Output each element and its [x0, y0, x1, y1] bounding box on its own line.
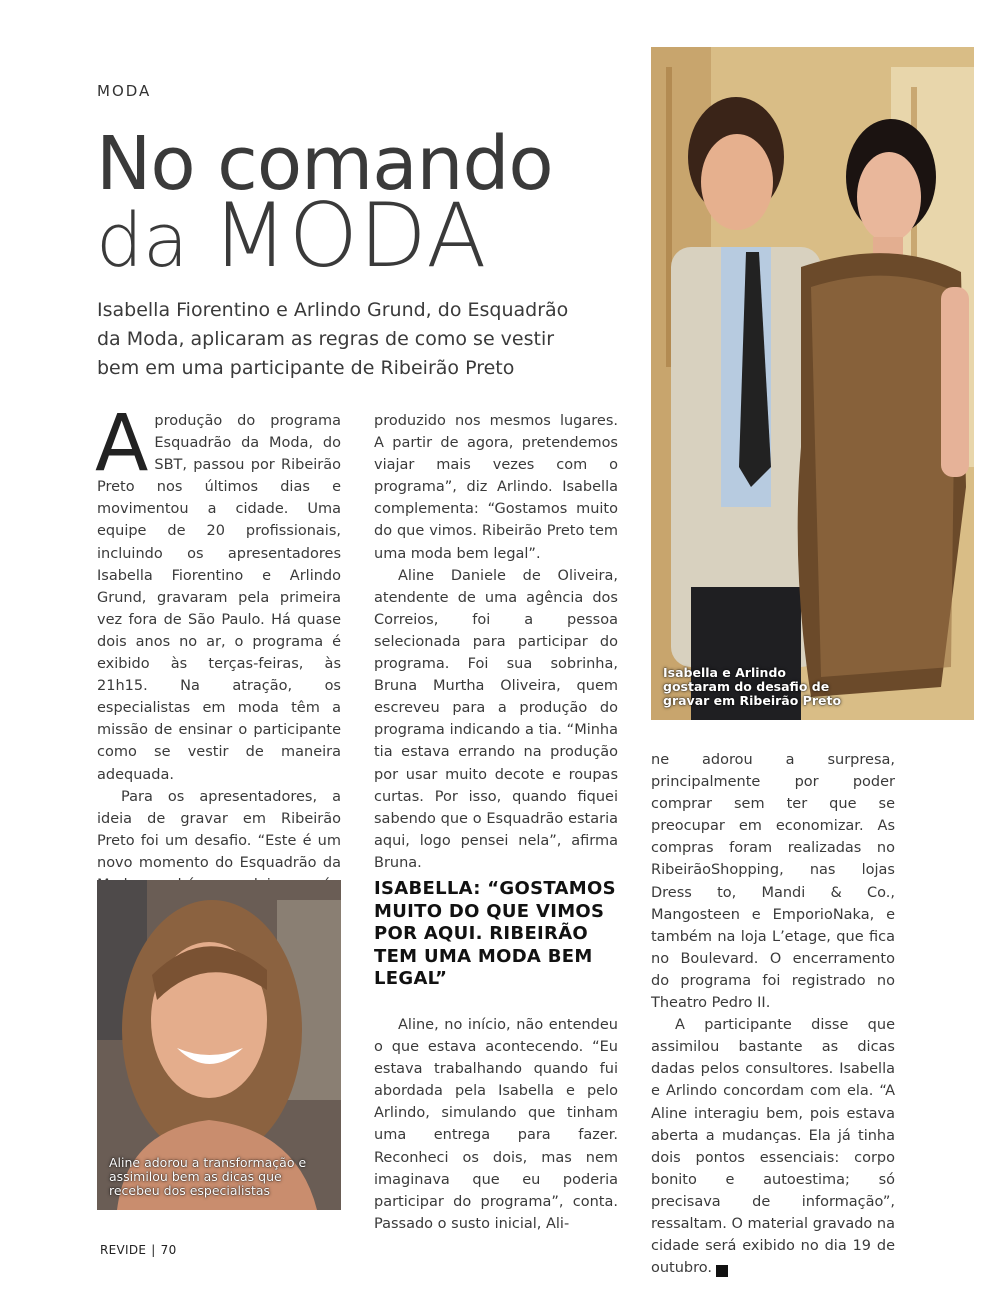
- magazine-name: REVIDE: [100, 1243, 147, 1257]
- article-column-3: [651, 749, 895, 1279]
- page-number: 70: [160, 1243, 177, 1257]
- paragraph: Aline Daniele de Oliveira, atendente de uma agência dos Correios, foi a pessoa selecionada para participar do programa. Foi sua sobrinha, Bruna Murtha Oliveira, quem escreveu para a produção do programa indicando a tia. “Minha tia estava errando na produção por usar muito decote e roupas curtas. Por isso, quando fiquei sabendo que o Esquadrão estaria aqui, logo pensei nela”, afirma Bruna.: [374, 567, 618, 871]
- headline-line-1: No comando: [96, 121, 553, 207]
- photo-caption: Aline adorou a transformação e assimilou bem as dicas que recebeu dos especialistas: [109, 1155, 307, 1198]
- paragraph: Para os apresentadores, a ideia de gravar em Ribeirão Preto foi um desafio. “Este é um novo momento do Esquadrão da: [97, 788, 341, 871]
- paragraph: [651, 1014, 895, 1279]
- paragraph: produzido nos mesmos lugares. A partir de agora, pretendemos viajar mais vezes com o programa”, diz Arlindo. Isabella complementa: “Gostamos muito do que vimos. Ribeirão Preto tem uma moda bem legal”.: [374, 413, 618, 562]
- headline-line-2: [96, 184, 636, 287]
- photo-aline: [97, 880, 341, 1210]
- headline-prefix: da: [96, 198, 189, 284]
- headline: [96, 121, 636, 287]
- paragraph-text: produção do programa Esquadrão da Moda, do SBT, passou por Ribeirão Preto nos últimos dias e movimentou a cidade. Uma equipe de 20 profissionais, incluindo os apresentadores Isabella Fiorentino e Arlindo Grund, gravaram pela primeira vez fora de São Paulo. Há quase dois anos no ar, o programa é exibido às terças-feiras, às 21h15. Na atração, os especialistas em moda têm a missão de ensinar o participante como se vestir de maneira adequada.: [97, 413, 341, 783]
- photo-illustration: [651, 47, 974, 720]
- end-mark-icon: r: [716, 1265, 728, 1277]
- article-column-2-continued: [374, 1014, 618, 1235]
- paragraph: [95, 399, 341, 786]
- pull-quote: ISABELLA: “GOSTAMOS MUITO DO QUE VIMOS POR AQUI. RIBEIRÃO TEM UMA MODA BEM LEGAL”: [374, 878, 616, 989]
- article-column-2: [374, 410, 618, 874]
- paragraph: ne adorou a surpresa, principalmente por poder comprar sem ter que se preocupar em economizar. As compras foram realizadas no RibeirãoShopping, nas lojas Dress to, Mandi & Co., Mangosteen e EmporioNaka, e também na loja L’etage, que fica no Boulevard. O encerramento do programa foi registrado no Theatro Pedro II.: [651, 752, 895, 1012]
- page-footer: [100, 1243, 177, 1257]
- photo-isabella-arlindo: [651, 47, 974, 720]
- footer-separator: |: [151, 1243, 156, 1257]
- photo-caption: Isabella e Arlindo gostaram do desafio de gravar em Ribeirão Preto: [663, 665, 842, 708]
- drop-cap: A: [95, 399, 149, 489]
- article-column-1: [95, 399, 341, 896]
- paragraph-text: A participante disse que assimilou bastante as dicas dadas pelos consultores. Isabella e Arlindo concordam com ela. “A Aline interagiu bem, pois estava aberta a mudanças. Ela já tinha dois pontos essenciais: corpo bonito e autoestima; só precisava de informação”, ressaltam. O material gravado na cidade será exibido no dia 19 de outubro.: [651, 1017, 895, 1277]
- paragraph: Aline, no início, não entendeu o que estava acontecendo. “Eu estava trabalhando quando fui abordada pela Isabella e pelo Arlindo, simulando que tinham uma entrega para fazer. Reconheci os dois, mas nem imaginava que eu poderia participar do programa”, conta. Passado o susto inicial, Ali-: [374, 1017, 618, 1232]
- section-label: MODA: [97, 82, 152, 100]
- headline-emphasis: MODA: [211, 184, 488, 287]
- subtitle: Isabella Fiorentino e Arlindo Grund, do Esquadrão da Moda, aplicaram as regras de como se vestir bem em uma participante de Ribeirão Preto: [97, 299, 569, 379]
